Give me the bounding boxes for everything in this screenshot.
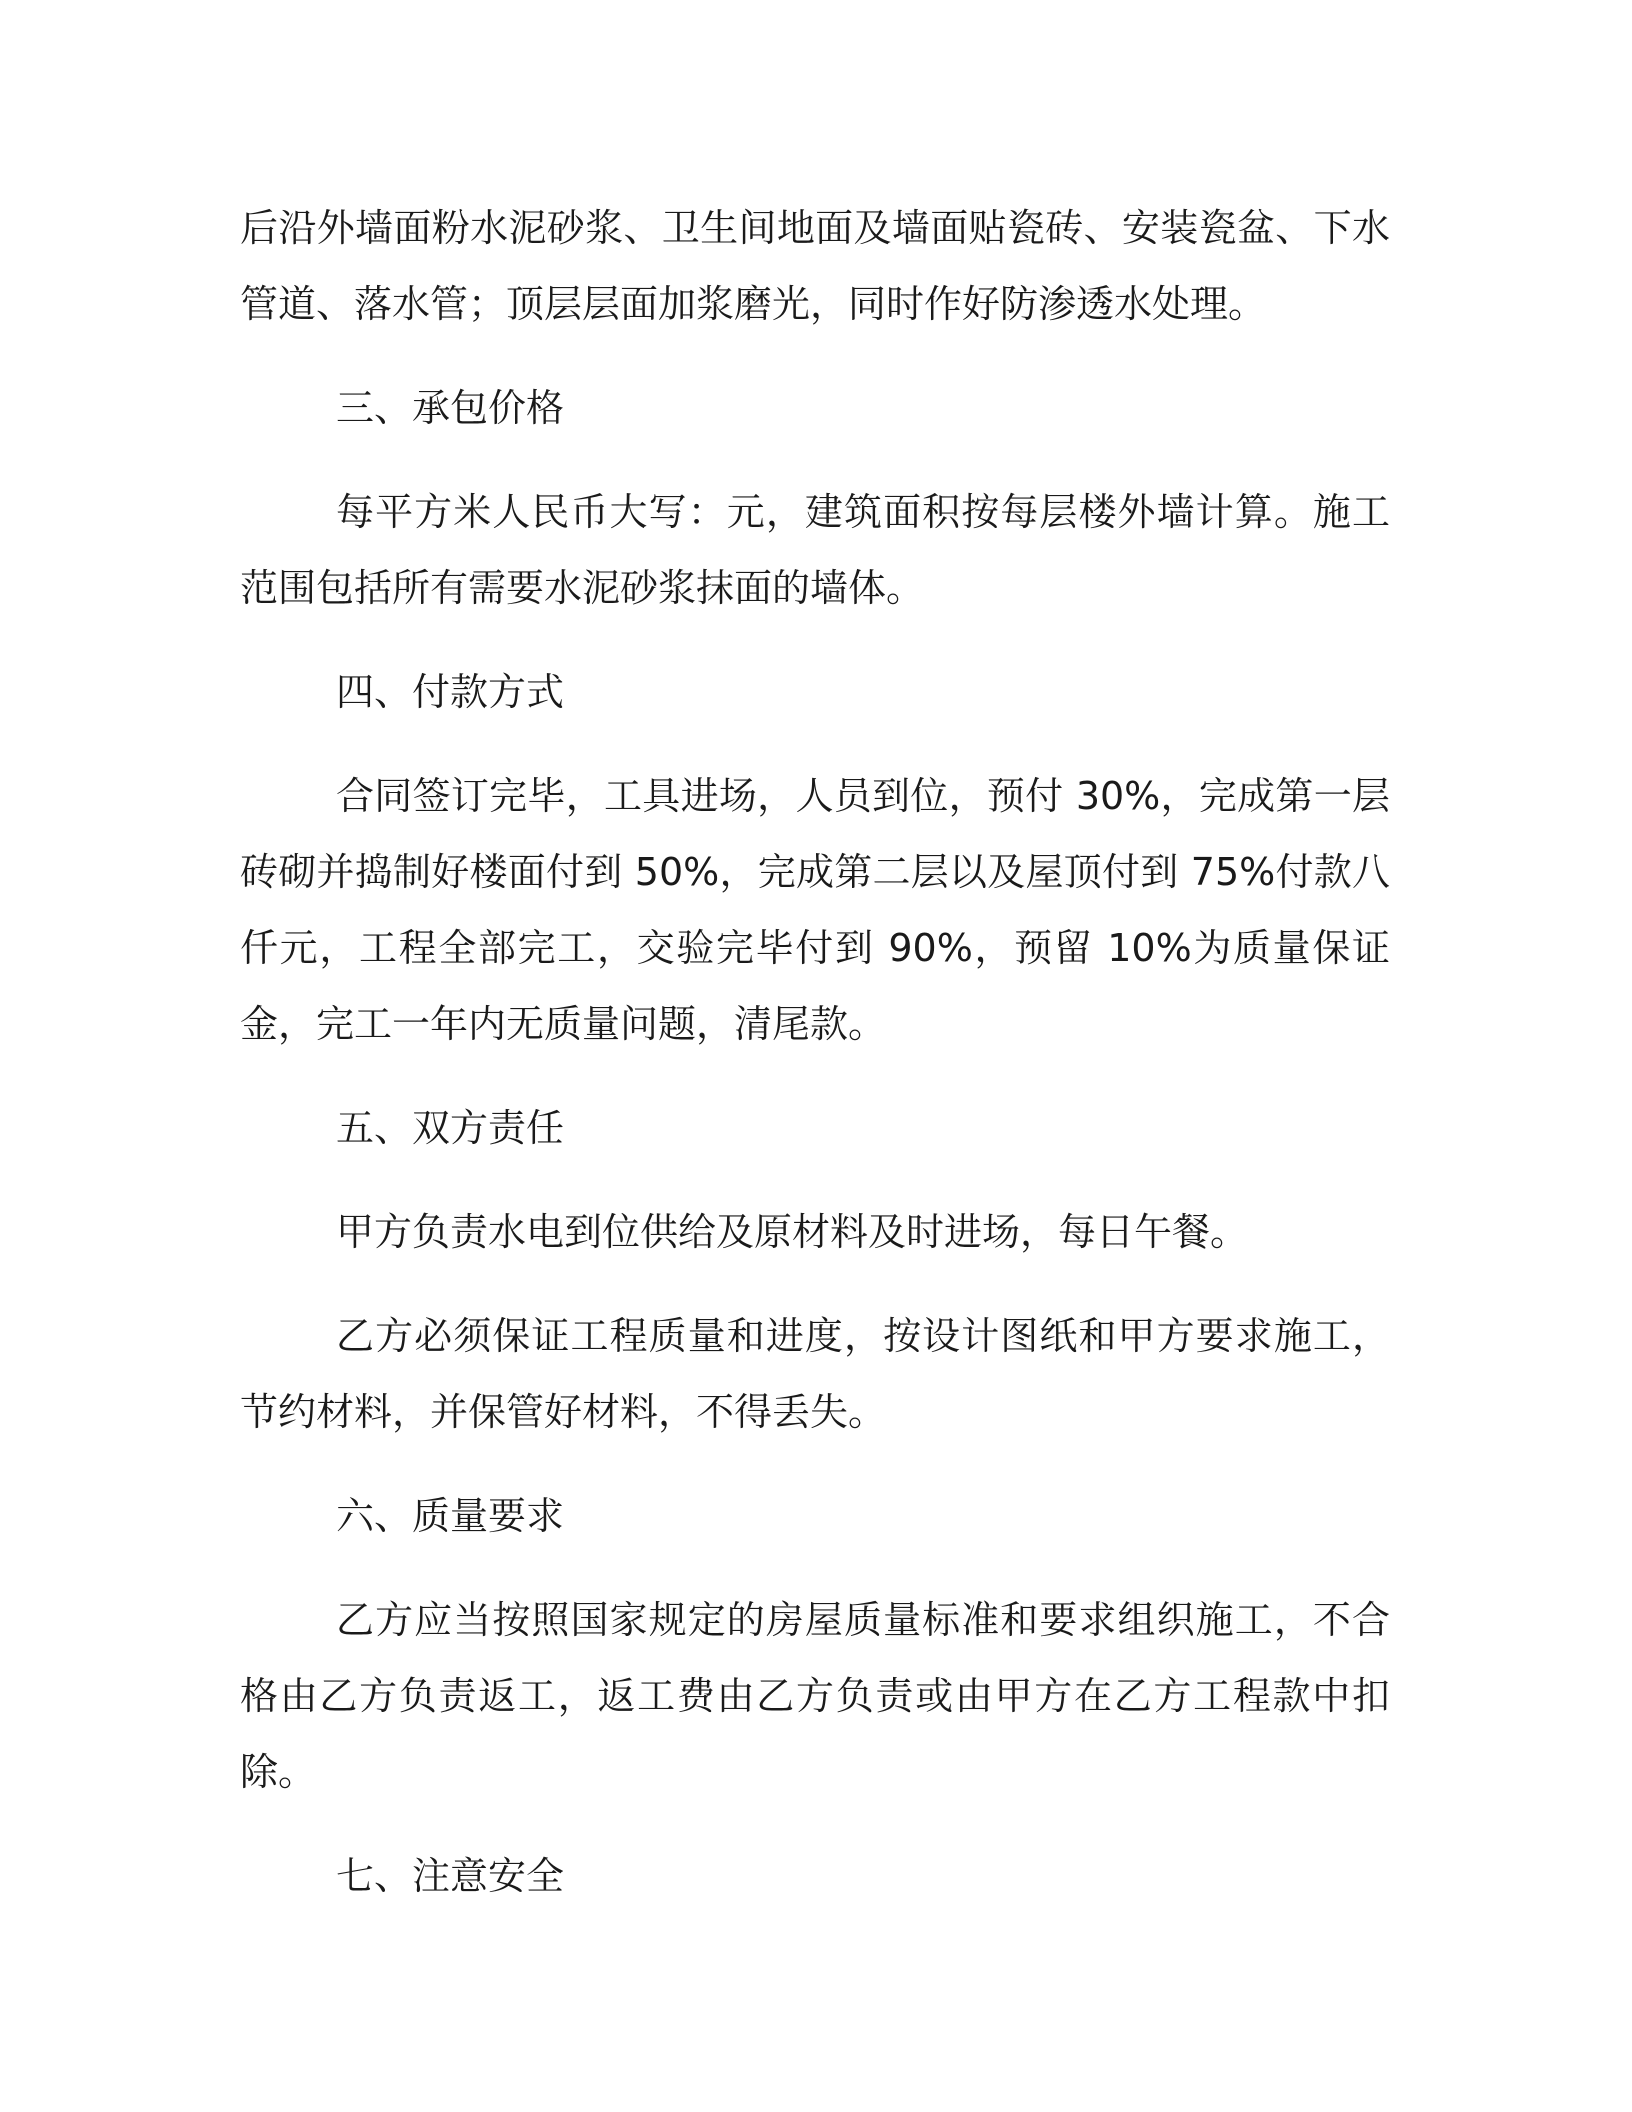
paragraph-quality-requirements: 乙方应当按照国家规定的房屋质量标准和要求组织施工，不合格由乙方负责返工，返工费由乙方负责或由甲方在乙方工程款中扣除。 xyxy=(240,1598,1390,1794)
paragraph-party-b-responsibility: 乙方必须保证工程质量和进度，按设计图纸和甲方要求施工，节约材料，并保管好材料，不得丢失。 xyxy=(240,1314,1390,1434)
section-heading-safety: 七、注意安全 xyxy=(336,1854,565,1898)
section-heading-contract-price: 三、承包价格 xyxy=(336,386,565,430)
paragraph-party-a-responsibility: 甲方负责水电到位供给及原材料及时进场，每日午餐。 xyxy=(336,1210,1249,1254)
section-heading-quality-requirements: 六、质量要求 xyxy=(336,1494,565,1538)
document-page xyxy=(240,190,1390,1942)
paragraph-construction-scope: 后沿外墙面粉水泥砂浆、卫生间地面及墙面贴瓷砖、安装瓷盆、下水管道、落水管；顶层层面加浆磨光，同时作好防渗透水处理。 xyxy=(240,206,1390,326)
paragraph-contract-price: 每平方米人民币大写：元，建筑面积按每层楼外墙计算。施工范围包括所有需要水泥砂浆抹面的墙体。 xyxy=(240,490,1390,610)
section-heading-payment-method: 四、付款方式 xyxy=(336,670,565,714)
paragraph-payment-method: 合同签订完毕，工具进场，人员到位，预付 30%，完成第一层砖砌并捣制好楼面付到 50%，完成第二层以及屋顶付到 75%付款八仟元，工程全部完工，交验完毕付到 90%，预留 10%为质量保证金，完工一年内无质量问题，清尾款。 xyxy=(240,774,1390,1046)
section-heading-responsibilities: 五、双方责任 xyxy=(336,1106,565,1150)
